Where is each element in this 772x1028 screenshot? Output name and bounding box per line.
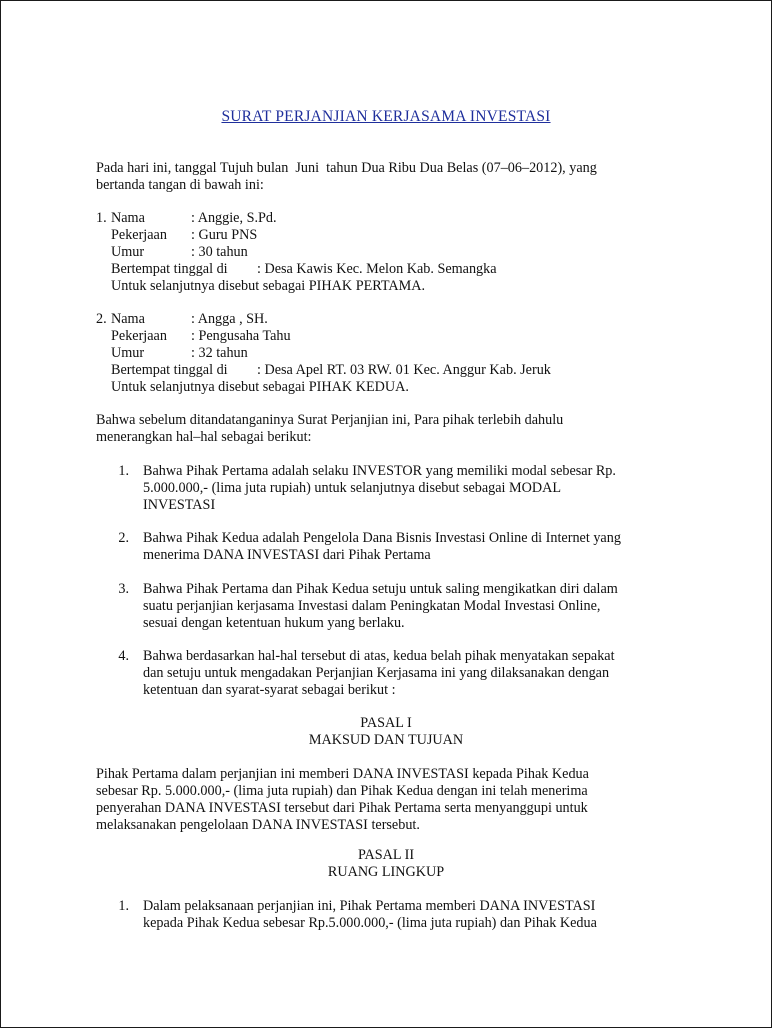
opening-line: Pada hari ini, tanggal Tujuh bulan Juni tahun Dua Ribu Dua Belas (07–06–2012), yang xyxy=(96,160,597,176)
age-label: Umur xyxy=(111,244,145,260)
pasal-body-line: penyerahan DANA INVESTASI tersebut dari Pihak Pertama serta menyanggupi untuk xyxy=(96,800,588,816)
list-number: 4. xyxy=(118,648,129,664)
address-value: : Desa Apel RT. 03 RW. 01 Kec. Anggur Kab. Jeruk xyxy=(257,362,551,378)
list-item-line: kepada Pihak Kedua sebesar Rp.5.000.000,- (lima juta rupiah) dan Pihak Kedua xyxy=(143,915,597,931)
job-label: Pekerjaan xyxy=(111,227,167,243)
pasal-body-line: melaksanakan pengelolaan DANA INVESTASI tersebut. xyxy=(96,817,420,833)
job-value: : Pengusaha Tahu xyxy=(191,328,291,344)
list-item-line: Dalam pelaksanaan perjanjian ini, Pihak Pertama memberi DANA INVESTASI xyxy=(143,898,596,914)
preamble-line: menerangkan hal–hal sebagai berikut: xyxy=(96,429,312,445)
pasal-heading: PASAL II xyxy=(357,847,415,863)
name-label: Nama xyxy=(111,210,145,226)
list-number: 1. xyxy=(118,898,129,914)
list-item-line: Bahwa Pihak Pertama adalah selaku INVESTOR yang memiliki modal sebesar Rp. xyxy=(143,463,616,479)
designation: Untuk selanjutnya disebut sebagai PIHAK KEDUA. xyxy=(111,379,409,395)
address-label: Bertempat tinggal di xyxy=(111,261,228,277)
age-label: Umur xyxy=(111,345,145,361)
list-item-line: suatu perjanjian kerjasama Investasi dalam Peningkatan Modal Investasi Online, xyxy=(143,598,601,614)
list-number: 2. xyxy=(118,530,129,546)
name-label: Nama xyxy=(111,311,145,327)
address-label: Bertempat tinggal di xyxy=(111,362,228,378)
opening-line: bertanda tangan di bawah ini: xyxy=(96,177,264,193)
list-item-line: dan setuju untuk mengadakan Perjanjian Kerjasama ini yang dilaksanakan dengan xyxy=(143,665,610,681)
pasal-heading: PASAL I xyxy=(360,715,412,731)
pasal-body-line: Pihak Pertama dalam perjanjian ini memberi DANA INVESTASI kepada Pihak Kedua xyxy=(96,766,589,782)
list-item-line: ketentuan dan syarat-syarat sebagai berikut : xyxy=(143,682,396,698)
list-item-line: Bahwa Pihak Pertama dan Pihak Kedua setuju untuk saling mengikatkan diri dalam xyxy=(143,581,618,597)
pasal-body-line: sebesar Rp. 5.000.000,- (lima juta rupiah) dan Pihak Kedua dengan ini telah menerima xyxy=(96,783,588,799)
document-title: SURAT PERJANJIAN KERJASAMA INVESTASI xyxy=(221,108,551,125)
preamble-line: Bahwa sebelum ditandatanganinya Surat Perjanjian ini, Para pihak terlebih dahulu xyxy=(96,412,564,428)
list-item-line: sesuai dengan ketentuan hukum yang berlaku. xyxy=(143,615,405,631)
name-value: : Angga , SH. xyxy=(191,311,268,327)
list-item-line: menerima DANA INVESTASI dari Pihak Pertama xyxy=(143,547,431,563)
list-number: 3. xyxy=(118,581,129,597)
pasal-subheading: MAKSUD DAN TUJUAN xyxy=(308,732,464,748)
party-number: 2. xyxy=(96,311,107,327)
list-item-line: INVESTASI xyxy=(143,497,216,513)
age-value: : 30 tahun xyxy=(191,244,248,260)
address-value: : Desa Kawis Kec. Melon Kab. Semangka xyxy=(257,261,497,277)
list-item-line: Bahwa berdasarkan hal-hal tersebut di atas, kedua belah pihak menyatakan sepakat xyxy=(143,648,615,664)
list-item-line: Bahwa Pihak Kedua adalah Pengelola Dana Bisnis Investasi Online di Internet yang xyxy=(143,530,621,546)
party-number: 1. xyxy=(96,210,107,226)
job-label: Pekerjaan xyxy=(111,328,167,344)
list-number: 1. xyxy=(118,463,129,479)
pasal-subheading: RUANG LINGKUP xyxy=(327,864,445,880)
list-item-line: 5.000.000,- (lima juta rupiah) untuk selanjutnya disebut sebagai MODAL xyxy=(143,480,562,496)
age-value: : 32 tahun xyxy=(191,345,248,361)
job-value: : Guru PNS xyxy=(191,227,258,243)
designation: Untuk selanjutnya disebut sebagai PIHAK PERTAMA. xyxy=(111,278,426,294)
name-value: : Anggie, S.Pd. xyxy=(191,210,277,226)
